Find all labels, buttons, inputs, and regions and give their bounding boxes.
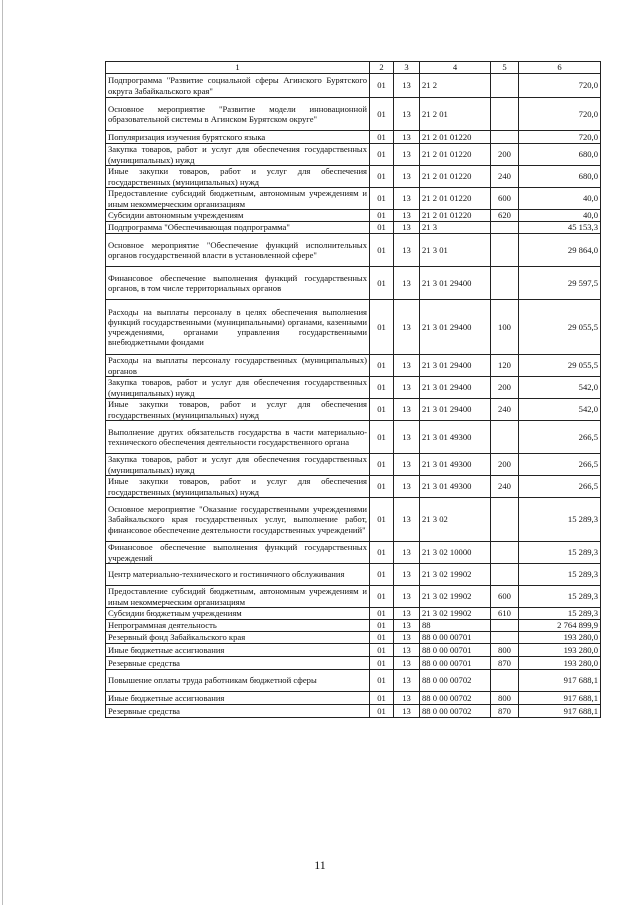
row-section-cell: 01: [370, 74, 394, 98]
row-amount-cell: 266,5: [519, 421, 601, 454]
row-target-cell: 21 2 01 01220: [420, 188, 491, 210]
row-subsection-cell: 13: [394, 131, 420, 144]
row-type-cell: 600: [491, 586, 519, 608]
row-section-cell: 01: [370, 564, 394, 586]
row-subsection-cell: 13: [394, 564, 420, 586]
row-amount-cell: 542,0: [519, 377, 601, 399]
row-label-cell: Субсидии автономным учреждениям: [106, 210, 370, 222]
row-section-cell: 01: [370, 166, 394, 188]
row-type-cell: [491, 670, 519, 692]
row-amount-cell: 45 153,3: [519, 222, 601, 234]
table-row: [106, 300, 601, 355]
row-label-cell: Выполнение других обязательств государства в части материально-технического обеспечения деятельности государственного органа: [106, 421, 370, 454]
row-subsection-cell: 13: [394, 692, 420, 705]
row-label-cell: Повышение оплаты труда работникам бюджетной сферы: [106, 670, 370, 692]
row-label-cell: Основное мероприятие "Оказание государственными учреждениями Забайкальского края государственных услуг, выполнение работ, финансовое обеспечение деятельности государственных учреждений": [106, 498, 370, 542]
row-target-cell: 88 0 00 00701: [420, 632, 491, 644]
row-target-cell: 21 3 02 10000: [420, 542, 491, 564]
row-type-cell: [491, 131, 519, 144]
row-amount-cell: 193 280,0: [519, 657, 601, 670]
row-amount-cell: 29 597,5: [519, 267, 601, 300]
row-subsection-cell: 13: [394, 234, 420, 267]
row-label-cell: Центр материально-технического и гостиничного обслуживания: [106, 564, 370, 586]
table-header-row: [106, 62, 601, 74]
table-row: [106, 98, 601, 131]
table-row: [106, 454, 601, 476]
row-section-cell: 01: [370, 421, 394, 454]
row-label-cell: Расходы на выплаты персоналу в целях обеспечения выполнения функций государственными (муниципальными) органами, казенными учреждениями, органами управления государственными внебюджетными фондами: [106, 300, 370, 355]
row-amount-cell: 15 289,3: [519, 498, 601, 542]
row-target-cell: 21 3 01 49300: [420, 476, 491, 498]
row-subsection-cell: 13: [394, 421, 420, 454]
row-subsection-cell: 13: [394, 608, 420, 620]
row-subsection-cell: 13: [394, 542, 420, 564]
row-label-cell: Финансовое обеспечение выполнения функций государственных учреждений: [106, 542, 370, 564]
budget-table: [105, 61, 601, 718]
table-row: [106, 421, 601, 454]
row-subsection-cell: 13: [394, 454, 420, 476]
row-subsection-cell: 13: [394, 210, 420, 222]
row-type-cell: 200: [491, 454, 519, 476]
row-subsection-cell: 13: [394, 267, 420, 300]
table-row: [106, 74, 601, 98]
row-target-cell: 21 3 01 29400: [420, 377, 491, 399]
table-row: [106, 476, 601, 498]
header-cell: 2: [370, 62, 394, 74]
table-row: [106, 234, 601, 267]
table-body: [106, 74, 601, 718]
table-row: [106, 355, 601, 377]
row-target-cell: 88 0 00 00702: [420, 692, 491, 705]
row-type-cell: 610: [491, 608, 519, 620]
table-row: [106, 399, 601, 421]
row-amount-cell: 917 688,1: [519, 705, 601, 718]
page-number: 11: [314, 858, 326, 872]
row-amount-cell: 29 055,5: [519, 355, 601, 377]
row-target-cell: 21 2: [420, 74, 491, 98]
row-section-cell: 01: [370, 620, 394, 632]
row-label-cell: Закупка товаров, работ и услуг для обеспечения государственных (муниципальных) нужд: [106, 144, 370, 166]
row-target-cell: 21 2 01 01220: [420, 131, 491, 144]
table-row: [106, 657, 601, 670]
row-amount-cell: 720,0: [519, 131, 601, 144]
row-section-cell: 01: [370, 399, 394, 421]
row-type-cell: [491, 620, 519, 632]
row-target-cell: 88 0 00 00702: [420, 670, 491, 692]
row-target-cell: 21 3 01 49300: [420, 421, 491, 454]
header-cell: 4: [420, 62, 491, 74]
table-row: [106, 564, 601, 586]
row-label-cell: Основное мероприятие "Обеспечение функций исполнительных органов государственной власти в установленной сфере": [106, 234, 370, 267]
row-target-cell: 21 3 02: [420, 498, 491, 542]
row-type-cell: 600: [491, 188, 519, 210]
table-row: [106, 166, 601, 188]
table-row: [106, 267, 601, 300]
row-section-cell: 01: [370, 131, 394, 144]
table-row: [106, 144, 601, 166]
row-target-cell: 21 2 01 01220: [420, 210, 491, 222]
row-label-cell: Закупка товаров, работ и услуг для обеспечения государственных (муниципальных) нужд: [106, 454, 370, 476]
row-label-cell: Субсидии бюджетным учреждениям: [106, 608, 370, 620]
row-label-cell: Предоставление субсидий бюджетным, автономным учреждениям и иным некоммерческим организациям: [106, 188, 370, 210]
row-type-cell: 100: [491, 300, 519, 355]
row-amount-cell: 15 289,3: [519, 586, 601, 608]
row-target-cell: 88 0 00 00702: [420, 705, 491, 718]
row-type-cell: [491, 632, 519, 644]
row-target-cell: 88 0 00 00701: [420, 644, 491, 657]
row-subsection-cell: 13: [394, 476, 420, 498]
row-section-cell: 01: [370, 498, 394, 542]
row-subsection-cell: 13: [394, 670, 420, 692]
row-amount-cell: 193 280,0: [519, 632, 601, 644]
row-subsection-cell: 13: [394, 632, 420, 644]
row-amount-cell: 680,0: [519, 166, 601, 188]
row-label-cell: Основное мероприятие "Развитие модели инновационной образовательной системы в Агинском Бурятском округе": [106, 98, 370, 131]
row-amount-cell: 720,0: [519, 98, 601, 131]
row-amount-cell: 40,0: [519, 188, 601, 210]
row-target-cell: 21 3 02 19902: [420, 586, 491, 608]
row-label-cell: Резервные средства: [106, 657, 370, 670]
row-section-cell: 01: [370, 454, 394, 476]
row-section-cell: 01: [370, 644, 394, 657]
row-amount-cell: 542,0: [519, 399, 601, 421]
row-label-cell: Непрограммная деятельность: [106, 620, 370, 632]
row-amount-cell: 15 289,3: [519, 542, 601, 564]
row-type-cell: [491, 222, 519, 234]
row-subsection-cell: 13: [394, 377, 420, 399]
row-subsection-cell: 13: [394, 74, 420, 98]
row-type-cell: 200: [491, 144, 519, 166]
row-type-cell: 240: [491, 399, 519, 421]
row-section-cell: 01: [370, 632, 394, 644]
row-label-cell: Иные закупки товаров, работ и услуг для обеспечения государственных (муниципальных) нужд: [106, 476, 370, 498]
row-section-cell: 01: [370, 705, 394, 718]
row-subsection-cell: 13: [394, 644, 420, 657]
row-target-cell: 21 2 01 01220: [420, 166, 491, 188]
row-amount-cell: 266,5: [519, 476, 601, 498]
row-type-cell: [491, 564, 519, 586]
row-target-cell: 21 3 01 29400: [420, 355, 491, 377]
row-target-cell: 21 3 02 19902: [420, 564, 491, 586]
row-label-cell: Закупка товаров, работ и услуг для обеспечения государственных (муниципальных) нужд: [106, 377, 370, 399]
row-section-cell: 01: [370, 542, 394, 564]
row-type-cell: [491, 267, 519, 300]
row-type-cell: 800: [491, 692, 519, 705]
table-row: [106, 222, 601, 234]
row-subsection-cell: 13: [394, 222, 420, 234]
row-section-cell: 01: [370, 377, 394, 399]
row-label-cell: Иные бюджетные ассигнования: [106, 692, 370, 705]
row-section-cell: 01: [370, 222, 394, 234]
row-subsection-cell: 13: [394, 98, 420, 131]
table-row: [106, 670, 601, 692]
row-amount-cell: 917 688,1: [519, 670, 601, 692]
row-section-cell: 01: [370, 188, 394, 210]
table-row: [106, 632, 601, 644]
row-amount-cell: 15 289,3: [519, 564, 601, 586]
row-type-cell: 870: [491, 705, 519, 718]
header-cell: 3: [394, 62, 420, 74]
row-label-cell: Иные закупки товаров, работ и услуг для обеспечения государственных (муниципальных) нужд: [106, 399, 370, 421]
row-type-cell: [491, 98, 519, 131]
table-row: [106, 705, 601, 718]
table-row: [106, 210, 601, 222]
row-target-cell: 21 3 02 19902: [420, 608, 491, 620]
row-subsection-cell: 13: [394, 498, 420, 542]
row-subsection-cell: 13: [394, 188, 420, 210]
row-label-cell: Иные закупки товаров, работ и услуг для обеспечения государственных (муниципальных) нужд: [106, 166, 370, 188]
row-type-cell: 870: [491, 657, 519, 670]
row-subsection-cell: 13: [394, 166, 420, 188]
row-type-cell: 620: [491, 210, 519, 222]
row-subsection-cell: 13: [394, 300, 420, 355]
row-target-cell: 21 3: [420, 222, 491, 234]
row-amount-cell: 29 055,5: [519, 300, 601, 355]
table-row: [106, 608, 601, 620]
row-type-cell: [491, 498, 519, 542]
table-row: [106, 620, 601, 632]
row-target-cell: 88 0 00 00701: [420, 657, 491, 670]
row-section-cell: 01: [370, 210, 394, 222]
row-label-cell: Предоставление субсидий бюджетным, автономным учреждениям и иным некоммерческим организациям: [106, 586, 370, 608]
table-row: [106, 542, 601, 564]
row-section-cell: 01: [370, 234, 394, 267]
row-section-cell: 01: [370, 355, 394, 377]
row-amount-cell: 40,0: [519, 210, 601, 222]
row-section-cell: 01: [370, 586, 394, 608]
row-section-cell: 01: [370, 692, 394, 705]
row-label-cell: Подпрограмма "Развитие социальной сферы Агинского Бурятского округа Забайкальского края": [106, 74, 370, 98]
page-edge-line: [2, 0, 3, 905]
row-target-cell: 21 2 01: [420, 98, 491, 131]
row-type-cell: 240: [491, 476, 519, 498]
row-section-cell: 01: [370, 476, 394, 498]
row-amount-cell: 680,0: [519, 144, 601, 166]
row-target-cell: 21 3 01 29400: [420, 267, 491, 300]
row-target-cell: 21 3 01: [420, 234, 491, 267]
row-amount-cell: 266,5: [519, 454, 601, 476]
table-row: [106, 586, 601, 608]
row-amount-cell: 193 280,0: [519, 644, 601, 657]
row-label-cell: Популяризация изучения бурятского языка: [106, 131, 370, 144]
row-subsection-cell: 13: [394, 586, 420, 608]
row-target-cell: 21 3 01 29400: [420, 399, 491, 421]
header-cell: 1: [106, 62, 370, 74]
table-row: [106, 377, 601, 399]
row-target-cell: 21 3 01 49300: [420, 454, 491, 476]
row-subsection-cell: 13: [394, 399, 420, 421]
row-subsection-cell: 13: [394, 620, 420, 632]
row-type-cell: [491, 234, 519, 267]
header-cell: 5: [491, 62, 519, 74]
row-label-cell: Резервный фонд Забайкальского края: [106, 632, 370, 644]
row-subsection-cell: 13: [394, 657, 420, 670]
row-target-cell: 21 3 01 29400: [420, 300, 491, 355]
row-subsection-cell: 13: [394, 144, 420, 166]
row-label-cell: Расходы на выплаты персоналу государственных (муниципальных) органов: [106, 355, 370, 377]
table-row: [106, 188, 601, 210]
row-amount-cell: 917 688,1: [519, 692, 601, 705]
row-type-cell: 200: [491, 377, 519, 399]
row-section-cell: 01: [370, 608, 394, 620]
row-section-cell: 01: [370, 267, 394, 300]
row-section-cell: 01: [370, 98, 394, 131]
row-section-cell: 01: [370, 144, 394, 166]
header-cell: 6: [519, 62, 601, 74]
row-amount-cell: 15 289,3: [519, 608, 601, 620]
row-target-cell: 88: [420, 620, 491, 632]
table-row: [106, 131, 601, 144]
row-target-cell: 21 2 01 01220: [420, 144, 491, 166]
row-section-cell: 01: [370, 657, 394, 670]
row-label-cell: Иные бюджетные ассигнования: [106, 644, 370, 657]
row-label-cell: Резервные средства: [106, 705, 370, 718]
row-label-cell: Подпрограмма "Обеспечивающая подпрограмма": [106, 222, 370, 234]
row-type-cell: 800: [491, 644, 519, 657]
row-type-cell: [491, 542, 519, 564]
row-subsection-cell: 13: [394, 705, 420, 718]
row-type-cell: 240: [491, 166, 519, 188]
row-section-cell: 01: [370, 300, 394, 355]
table-row: [106, 692, 601, 705]
table-row: [106, 644, 601, 657]
row-type-cell: [491, 421, 519, 454]
row-amount-cell: 2 764 899,9: [519, 620, 601, 632]
row-label-cell: Финансовое обеспечение выполнения функций государственных органов, в том числе территориальных органов: [106, 267, 370, 300]
row-type-cell: [491, 74, 519, 98]
row-section-cell: 01: [370, 670, 394, 692]
row-type-cell: 120: [491, 355, 519, 377]
row-amount-cell: 29 864,0: [519, 234, 601, 267]
row-subsection-cell: 13: [394, 355, 420, 377]
table-row: [106, 498, 601, 542]
row-amount-cell: 720,0: [519, 74, 601, 98]
